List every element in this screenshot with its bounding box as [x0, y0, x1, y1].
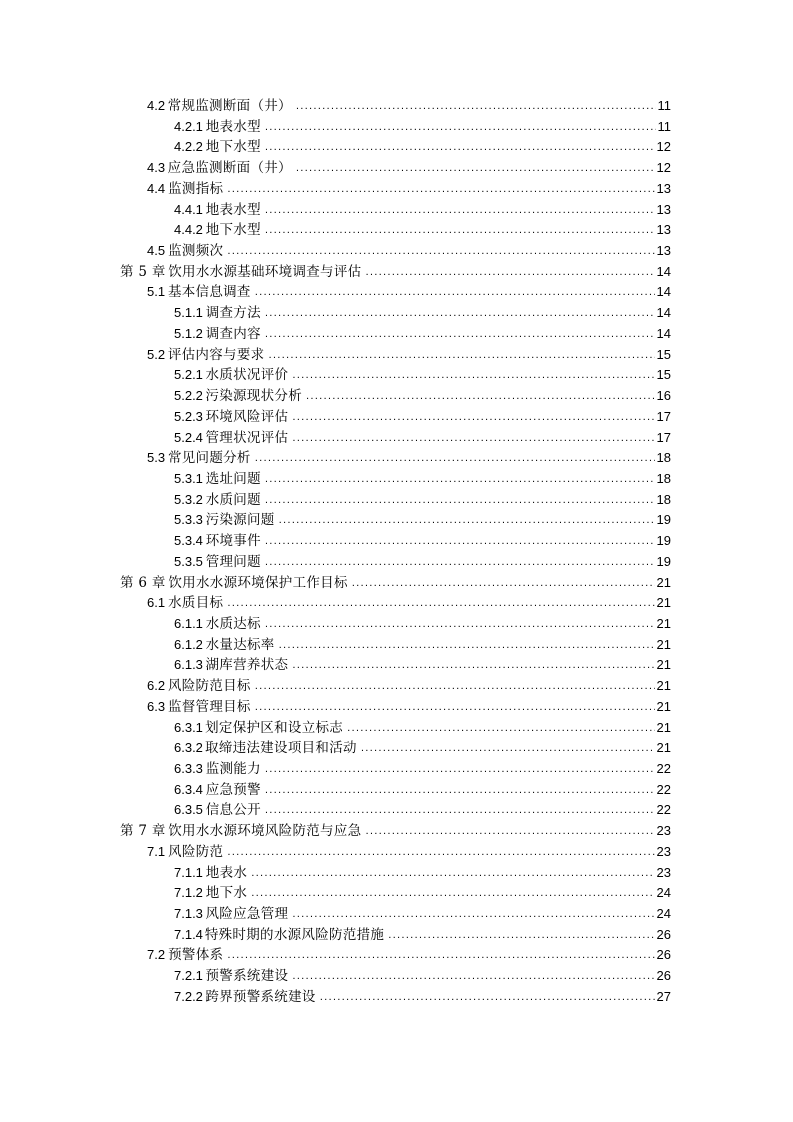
- toc-entry[interactable]: [0, 759, 793, 780]
- toc-entry[interactable]: [0, 386, 793, 407]
- toc-entry-title: 跨界预警系统建设: [205, 988, 316, 1005]
- toc-dot-leader: [292, 427, 654, 450]
- toc-section-number: 6.2: [147, 678, 166, 694]
- toc-entry-title: 地下水型: [205, 222, 261, 239]
- toc-entry-title: 环境事件: [205, 533, 261, 550]
- toc-section-number: 5.2.4: [174, 429, 203, 445]
- toc-entry-title: 监测能力: [205, 761, 261, 777]
- toc-entry-title: 特殊时期的水源风险防范措施: [204, 926, 385, 943]
- toc-dot-leader: [365, 820, 654, 843]
- toc-entry[interactable]: [0, 179, 793, 200]
- toc-entry-title: 评估内容与要求: [167, 346, 265, 363]
- toc-section-number: 7.1.4: [174, 926, 203, 942]
- toc-dot-leader: [265, 468, 655, 491]
- toc-entry[interactable]: [0, 635, 793, 656]
- toc-entry[interactable]: [0, 96, 793, 117]
- toc-entry-title: 水质达标: [205, 615, 261, 632]
- toc-section-number: 5.2: [147, 346, 166, 362]
- toc-entry-title: 污染源现状分析: [205, 388, 303, 405]
- toc-dot-leader: [255, 696, 655, 719]
- toc-page-number: 18: [656, 450, 671, 466]
- toc-page-number: 21: [656, 678, 671, 694]
- toc-dot-leader: [265, 116, 656, 139]
- toc-entry[interactable]: [0, 345, 793, 366]
- toc-dot-leader: [265, 302, 655, 325]
- toc-entry[interactable]: [0, 303, 793, 324]
- toc-dot-leader: [251, 882, 654, 905]
- toc-entry[interactable]: [0, 821, 793, 842]
- toc-section-number: 7.1.2: [174, 885, 203, 901]
- toc-entry[interactable]: [0, 863, 793, 884]
- toc-dot-leader: [292, 965, 654, 988]
- toc-entry-title: 地表水型: [205, 118, 261, 135]
- toc-page-number: 19: [656, 553, 671, 569]
- toc-page-number: 21: [656, 615, 671, 631]
- toc-entry-title: 水质问题: [205, 491, 261, 508]
- toc-section-number: 5.3.1: [174, 470, 203, 486]
- toc-page-number: 21: [656, 657, 671, 673]
- toc-entry-title: 预警体系: [168, 947, 224, 964]
- toc-entry[interactable]: [0, 324, 793, 345]
- toc-entry-title: 监测指标: [168, 180, 224, 197]
- toc-page-number: 19: [656, 512, 671, 528]
- toc-page-number: 18: [656, 491, 671, 507]
- toc-section-number: 7.2: [147, 947, 166, 963]
- toc-entry[interactable]: [0, 262, 793, 283]
- toc-section-number: 6.1.1: [174, 615, 203, 631]
- toc-section-number: 4.4.1: [174, 201, 203, 217]
- toc-page-number: 24: [656, 906, 671, 922]
- toc-section-number: 5.1: [147, 284, 166, 300]
- toc-dot-leader: [292, 903, 654, 926]
- toc-dot-leader: [255, 281, 655, 304]
- toc-section-number: 4.5: [147, 243, 166, 259]
- toc-section-number: 5.2.2: [174, 388, 203, 404]
- toc-page-number: 23: [656, 864, 671, 880]
- toc-entry[interactable]: [0, 883, 793, 904]
- toc-entry[interactable]: [0, 531, 793, 552]
- toc-page-number: 19: [656, 533, 671, 549]
- toc-section-number: 4.3: [147, 160, 166, 176]
- toc-section-number: 6.3.4: [174, 781, 203, 797]
- toc-dot-leader: [279, 509, 655, 532]
- toc-page-number: 11: [657, 118, 671, 134]
- toc-dot-leader: [227, 592, 654, 615]
- toc-page-number: 11: [657, 98, 671, 113]
- toc-dot-leader: [255, 675, 655, 698]
- toc-entry[interactable]: [0, 780, 793, 801]
- toc-section-number: 4.4.2: [174, 222, 203, 238]
- toc-entry[interactable]: [0, 407, 793, 428]
- toc-dot-leader: [265, 199, 655, 222]
- toc-page-number: 14: [656, 305, 671, 321]
- toc-page-number: 21: [656, 595, 671, 611]
- toc-section-number: 6.3: [147, 698, 166, 714]
- toc-entry[interactable]: [0, 987, 793, 1008]
- toc-section-number: 6.3.3: [174, 761, 203, 776]
- toc-entry-title: 常见问题分析: [167, 450, 251, 467]
- toc-entry[interactable]: [0, 117, 793, 138]
- toc-entry-title: 地下水: [205, 885, 248, 902]
- toc-entry-title: 预警系统建设: [205, 968, 289, 985]
- toc-section-number: 6.3.1: [174, 719, 203, 735]
- toc-section-number: 4.2.2: [174, 139, 203, 155]
- toc-section-number: 4.4: [147, 180, 166, 196]
- toc-section-number: 5.3.2: [174, 491, 203, 507]
- toc-dot-leader: [347, 717, 654, 740]
- toc-page-number: 15: [656, 346, 671, 362]
- toc-section-number: 4.2.1: [174, 118, 203, 134]
- toc-entry[interactable]: [0, 593, 793, 614]
- toc-page-number: 21: [656, 740, 671, 756]
- toc-entry[interactable]: [0, 200, 793, 221]
- toc-entry[interactable]: [0, 904, 793, 925]
- toc-page-number: 21: [656, 574, 671, 590]
- toc-dot-leader: [265, 323, 655, 346]
- toc-entry-title: 监督管理目标: [167, 698, 251, 715]
- toc-page-number: 23: [656, 843, 671, 859]
- toc-section-number: 7.1.3: [174, 906, 203, 922]
- toc-page-number: 14: [656, 263, 671, 279]
- toc-page-number: 12: [656, 139, 671, 155]
- toc-page-number: 26: [656, 947, 671, 963]
- toc-entry[interactable]: [0, 697, 793, 718]
- toc-section-number: 5.3.4: [174, 533, 203, 549]
- toc-page-number: 18: [656, 470, 671, 486]
- toc-section-number: 5.3: [147, 450, 166, 466]
- toc-page-number: 13: [656, 222, 671, 238]
- toc-entry[interactable]: [0, 676, 793, 697]
- toc-entry[interactable]: [0, 945, 793, 966]
- toc-section-number: 6.3.5: [174, 802, 203, 818]
- toc-entry[interactable]: [0, 738, 793, 759]
- toc-entry[interactable]: [0, 365, 793, 386]
- toc-dot-leader: [292, 654, 654, 677]
- toc-dot-leader: [255, 447, 655, 470]
- toc-chapter-number: 第 5 章: [120, 263, 166, 280]
- table-of-contents: [0, 96, 793, 1008]
- toc-page-number: 16: [656, 388, 671, 404]
- toc-dot-leader: [227, 240, 654, 263]
- toc-entry-title: 风险防范: [168, 843, 224, 860]
- toc-entry-title: 饮用水水源环境保护工作目标: [168, 574, 348, 591]
- toc-section-number: 5.1.2: [174, 325, 203, 341]
- toc-entry-title: 管理问题: [205, 553, 261, 570]
- toc-dot-leader: [361, 737, 655, 760]
- toc-section-number: 6.1.2: [174, 636, 203, 652]
- toc-entry-title: 取缔违法建设项目和活动: [205, 740, 357, 757]
- toc-section-number: 7.1.1: [174, 864, 203, 880]
- toc-entry[interactable]: [0, 655, 793, 676]
- toc-page-number: 14: [656, 325, 671, 341]
- toc-page-number: 26: [656, 968, 671, 984]
- toc-entry[interactable]: [0, 469, 793, 490]
- toc-section-number: 7.1: [147, 843, 166, 859]
- toc-page-number: 13: [656, 201, 671, 217]
- toc-dot-leader: [251, 862, 654, 885]
- toc-page-number: 23: [656, 823, 671, 839]
- toc-page-number: 17: [656, 408, 671, 424]
- toc-entry-title: 地表水型: [205, 201, 261, 218]
- toc-entry[interactable]: [0, 966, 793, 987]
- toc-page-number: 21: [656, 698, 671, 714]
- toc-dot-leader: [352, 572, 655, 595]
- toc-entry-title: 水量达标率: [205, 636, 275, 653]
- toc-entry-title: 污染源问题: [205, 512, 275, 529]
- toc-section-number: 7.2.2: [174, 988, 203, 1004]
- toc-dot-leader: [388, 924, 654, 947]
- toc-dot-leader: [265, 136, 655, 159]
- toc-entry-title: 应急监测断面（井）: [167, 160, 292, 177]
- toc-entry-title: 饮用水水源基础环境调查与评估: [168, 263, 362, 280]
- toc-entry-title: 监测频次: [168, 243, 224, 260]
- toc-page-number: 27: [656, 988, 671, 1004]
- toc-entry[interactable]: [0, 241, 793, 262]
- toc-entry-title: 应急预警: [205, 781, 261, 798]
- toc-dot-leader: [292, 364, 654, 387]
- toc-entry-title: 饮用水水源环境风险防范与应急: [168, 823, 362, 840]
- toc-dot-leader: [268, 344, 654, 367]
- toc-entry-title: 水质目标: [168, 595, 224, 612]
- toc-entry[interactable]: [0, 490, 793, 511]
- toc-dot-leader: [306, 385, 655, 408]
- toc-entry-title: 划定保护区和设立标志: [205, 719, 344, 736]
- toc-dot-leader: [227, 944, 654, 967]
- toc-page-number: 22: [656, 802, 671, 818]
- toc-entry-title: 常规监测断面（井）: [167, 98, 292, 114]
- toc-entry-title: 环境风险评估: [205, 408, 289, 425]
- toc-dot-leader: [265, 758, 655, 781]
- toc-section-number: 7.2.1: [174, 968, 203, 984]
- toc-entry[interactable]: [0, 137, 793, 158]
- toc-dot-leader: [227, 841, 654, 864]
- toc-dot-leader: [265, 489, 655, 512]
- toc-entry-title: 水质状况评价: [205, 367, 289, 384]
- toc-section-number: 5.3.5: [174, 553, 203, 569]
- toc-entry-title: 基本信息调查: [167, 284, 251, 301]
- toc-entry-title: 湖库营养状态: [205, 657, 289, 674]
- toc-entry[interactable]: [0, 925, 793, 946]
- toc-entry-title: 管理状况评估: [205, 429, 289, 446]
- toc-entry[interactable]: [0, 158, 793, 179]
- toc-page-number: 21: [656, 636, 671, 652]
- toc-page-number: 22: [656, 781, 671, 797]
- toc-page-number: 26: [656, 926, 671, 942]
- toc-entry[interactable]: [0, 614, 793, 635]
- toc-dot-leader: [365, 261, 654, 284]
- toc-section-number: 6.1.3: [174, 657, 203, 673]
- toc-dot-leader: [320, 986, 655, 1009]
- toc-entry[interactable]: [0, 428, 793, 449]
- toc-entry[interactable]: [0, 282, 793, 303]
- toc-page-number: 13: [656, 243, 671, 259]
- toc-section-number: 4.2: [147, 98, 166, 113]
- toc-dot-leader: [265, 799, 655, 822]
- toc-entry-title: 选址问题: [205, 470, 261, 487]
- toc-dot-leader: [265, 219, 655, 242]
- toc-entry[interactable]: [0, 220, 793, 241]
- toc-entry-title: 信息公开: [205, 802, 261, 819]
- toc-entry-title: 调查方法: [205, 305, 261, 322]
- toc-entry[interactable]: [0, 718, 793, 739]
- toc-page-number: 17: [656, 429, 671, 445]
- toc-entry-title: 地下水型: [205, 139, 261, 156]
- toc-entry-title: 地表水: [205, 864, 248, 881]
- toc-chapter-number: 第 7 章: [120, 823, 166, 840]
- toc-entry[interactable]: [0, 573, 793, 594]
- toc-page-number: 21: [656, 719, 671, 735]
- toc-page-number: 14: [656, 284, 671, 300]
- toc-dot-leader: [296, 95, 656, 118]
- toc-dot-leader: [265, 779, 655, 802]
- toc-page-number: 13: [656, 180, 671, 196]
- toc-section-number: 5.3.3: [174, 512, 203, 528]
- toc-section-number: 5.2.1: [174, 367, 203, 383]
- toc-dot-leader: [279, 634, 655, 657]
- toc-page-number: 15: [656, 367, 671, 383]
- toc-page-number: 24: [656, 885, 671, 901]
- toc-entry-title: 风险应急管理: [205, 906, 289, 923]
- toc-page-number: 12: [656, 160, 671, 176]
- toc-section-number: 6.1: [147, 595, 166, 611]
- toc-page-number: 22: [656, 761, 671, 776]
- toc-dot-leader: [265, 551, 655, 574]
- toc-section-number: 5.1.1: [174, 305, 203, 321]
- toc-dot-leader: [265, 530, 655, 553]
- toc-entry[interactable]: [0, 552, 793, 573]
- toc-entry[interactable]: [0, 448, 793, 469]
- toc-dot-leader: [292, 406, 654, 429]
- toc-entry[interactable]: [0, 800, 793, 821]
- toc-entry[interactable]: [0, 842, 793, 863]
- toc-entry-title: 调查内容: [205, 325, 261, 342]
- toc-chapter-number: 第 6 章: [120, 574, 166, 591]
- toc-entry[interactable]: [0, 510, 793, 531]
- toc-section-number: 6.3.2: [174, 740, 203, 756]
- toc-dot-leader: [265, 613, 655, 636]
- toc-entry-title: 风险防范目标: [167, 678, 251, 695]
- toc-dot-leader: [296, 157, 655, 180]
- toc-section-number: 5.2.3: [174, 408, 203, 424]
- toc-dot-leader: [227, 178, 654, 201]
